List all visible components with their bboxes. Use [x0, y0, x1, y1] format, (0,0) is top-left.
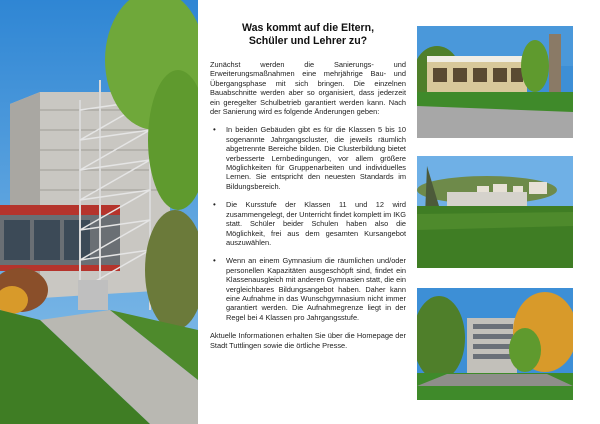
bullet-item: [210, 200, 406, 247]
bullet-marker: •: [213, 200, 216, 210]
bullet-text: In beiden Gebäuden gibt es für die Klassen 5 bis 10 sogenannte Jahrgangscluster, die jeweils räumlich abgetrennte Bereiche bilden. Die Clusterbildung bietet verbesserte Lernbedingungen, vor allem größere Möglichkeiten für Gruppenarbeiten und individuelles Lernen. Sie entspricht den neuesten Standards im Bildungsbereich.: [226, 125, 406, 191]
photo-school-building-staircase: [0, 0, 198, 424]
photo-sports-field: [417, 156, 573, 268]
bullet-list: [210, 125, 406, 322]
bullet-marker: •: [213, 256, 216, 266]
photo-courtyard-autumn: [417, 288, 573, 400]
headline: [210, 22, 406, 47]
headline-line-2: Schüler und Lehrer zu?: [248, 34, 368, 47]
article-column: [210, 22, 406, 350]
photo-school-lawn: [417, 26, 573, 138]
bullet-text: Die Kursstufe der Klassen 11 und 12 wird zusammengelegt, der Unterricht findet komplett im IKG statt. Schüler beider Schulen haben also die Möglichkeit, frei aus dem gesamten Kursangebot auszuwählen.: [226, 200, 406, 247]
closing-paragraph: Aktuelle Informationen erhalten Sie über die Homepage der Stadt Tuttlingen sowie die örtliche Presse.: [210, 331, 406, 350]
bullet-item: [210, 125, 406, 191]
headline-line-1: Was kommt auf die Eltern,: [241, 22, 375, 34]
bullet-item: [210, 256, 406, 322]
bullet-marker: •: [213, 125, 216, 135]
bullet-text: Wenn an einem Gymnasium die räumlichen und/oder personellen Kapazitäten ausgeschöpft sind, findet ein Klassenausgleich mit anderen Gymnasien statt, die ein vergleichbares Bildungsangebot haben. Daher kann eine Aufnahme in das Wunschgymnasium nicht immer garantiert werden. Die Aufnahmegrenze liegt in der Regel bei 4 Klassen pro Jahrgangsstufe.: [226, 256, 406, 322]
intro-paragraph: Zunächst werden die Sanierungs- und Erweiterungsmaßnahmen eine mehrjährige Bau- und Übergangsphase mit sich bringen. Die einzelnen Bauabschnitte werden aber so organisiert, dass jederzeit ein geregelter Schulbetrieb garantiert werden kann. Nach der Sanierung wird es folgende Änderungen geben:: [210, 60, 406, 117]
